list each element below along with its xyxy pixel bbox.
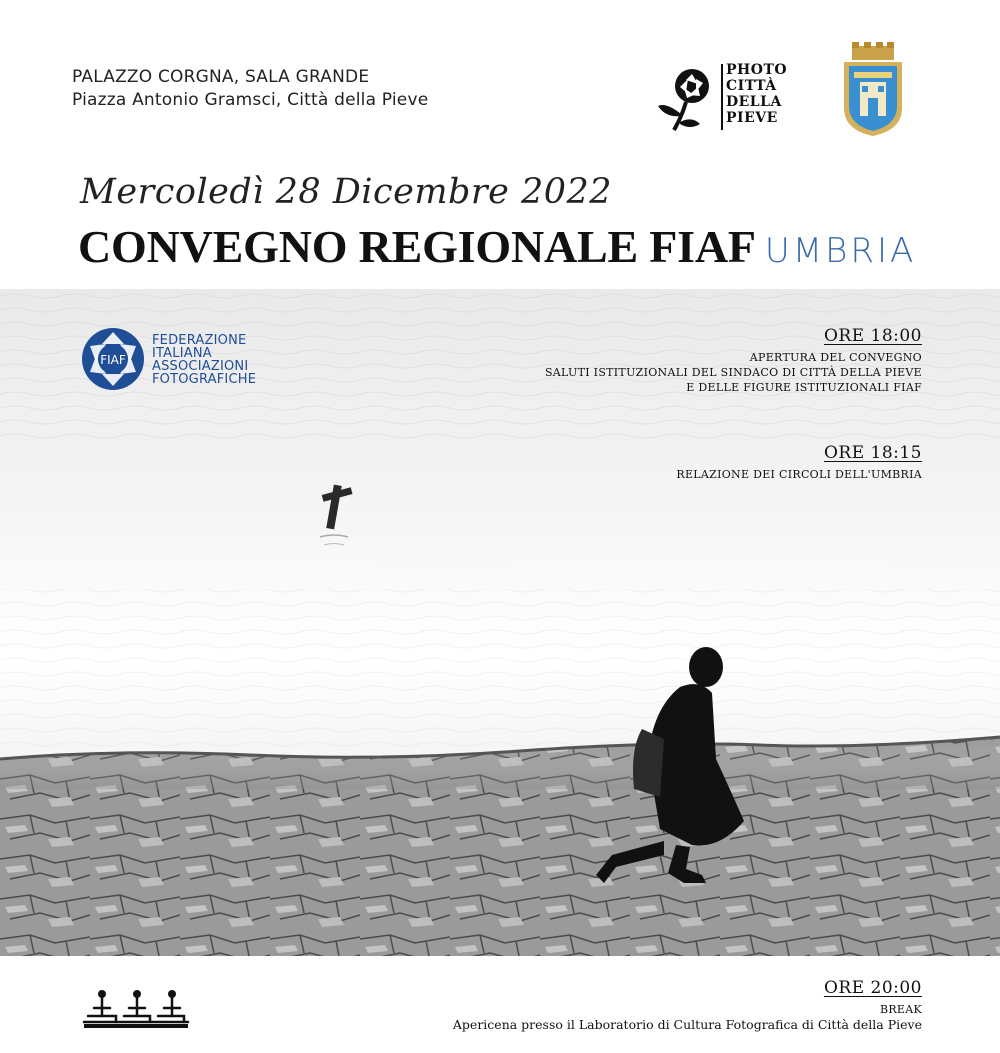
schedule-item xyxy=(453,978,922,1033)
fiaf-badge-text: FIAF xyxy=(100,353,126,367)
venue-address: Piazza Antonio Gramsci, Città della Pieve xyxy=(72,90,429,110)
fiaf-logo xyxy=(80,326,280,396)
fiaf-logo-words: FEDERAZIONE ITALIANA ASSOCIAZIONI FOTOGRAFICHE xyxy=(152,333,257,387)
logo-divider xyxy=(721,64,723,130)
photo-logo-words: PHOTO CITTÀ DELLA PIEVE xyxy=(726,62,788,126)
event-date: Mercoledì 28 Dicembre 2022 xyxy=(80,172,613,212)
dinner-tables-icon xyxy=(80,986,192,1030)
schedule-line: APERTURA DEL CONVEGNO xyxy=(749,351,922,364)
venue-block xyxy=(72,66,428,112)
schedule-line: BREAK xyxy=(879,1003,922,1016)
photo-citta-della-pieve-logo xyxy=(656,62,796,132)
flower-aperture-icon xyxy=(656,66,718,132)
schedule-time: ORE 20:00 xyxy=(823,978,922,998)
schedule-time: ORE 18:15 xyxy=(823,443,922,463)
schedule-line: E DELLE FIGURE ISTITUZIONALI FIAF xyxy=(686,381,922,394)
schedule-line: RELAZIONE DEI CIRCOLI DELL'UMBRIA xyxy=(676,468,922,481)
town-crest-icon xyxy=(840,42,906,138)
venue-name: PALAZZO CORGNA, SALA GRANDE xyxy=(72,67,370,87)
schedule-line: Apericena presso il Laboratorio di Cultura Fotografica di Città della Pieve xyxy=(452,1017,922,1032)
event-title-main: CONVEGNO REGIONALE FIAF xyxy=(78,221,756,272)
schedule-item xyxy=(545,326,922,395)
schedule-time: ORE 18:00 xyxy=(823,326,922,346)
schedule-item xyxy=(676,443,922,482)
schedule-line: SALUTI ISTITUZIONALI DEL SINDACO DI CITTÀ DELLA PIEVE xyxy=(544,366,922,379)
event-region: UMBRIA xyxy=(764,231,917,271)
event-title xyxy=(78,220,916,273)
fiaf-aperture-icon xyxy=(80,326,146,392)
